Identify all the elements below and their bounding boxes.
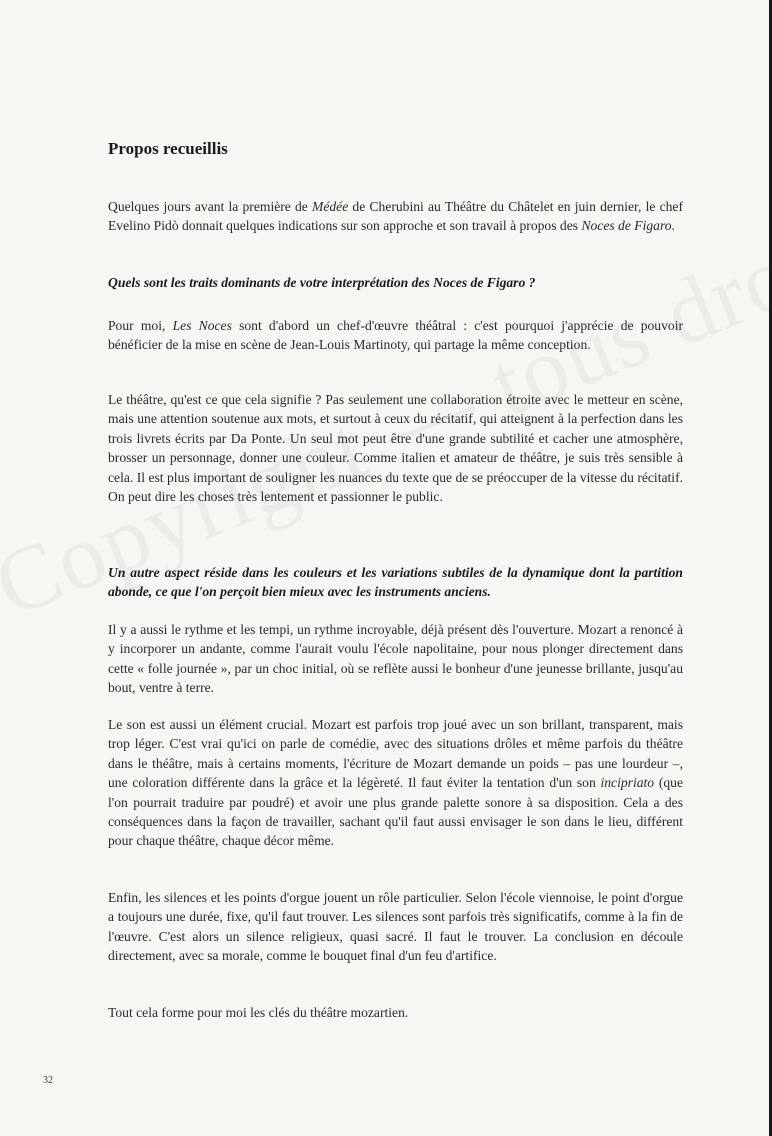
answer-1 — [108, 316, 683, 355]
intro-text-3: . — [671, 218, 675, 234]
intro-text-1: Quelques jours avant la première de — [108, 199, 313, 214]
answer-1-text-1: Pour moi, — [108, 318, 173, 333]
question-2: Un autre aspect réside dans les couleurs et les variations subtiles de la dynamique dont la partition abonde, ce que l'on perçoit bien mieux avec les instruments anciens. — [108, 565, 683, 600]
intro-title-medee: Médée — [312, 199, 349, 214]
answer-4-text-1: Le son est aussi un élément crucial. Mozart est parfois trop joué avec un son brillant, transparent, mais trop léger. C'est vrai qu'ici on parle de comédie, avec des situations drôles et même parfois du théâtre dans le théâtre, mais à certains moments, l'écriture de Mozart demande un poids – pas une lourdeur –, une coloration différente dans la grâce et la légèreté. Il faut éviter la tentation d'un son — [108, 717, 683, 791]
intro-paragraph — [108, 197, 683, 236]
question-1: Quels sont les traits dominants de votre interprétation des Noces de Figaro ? — [108, 275, 536, 290]
page-number: 32 — [43, 1075, 53, 1086]
intro-title-noces: Noces de Figaro — [581, 218, 672, 234]
conclusion: Tout cela forme pour moi les clés du théâtre mozartien. — [108, 1005, 409, 1020]
answer-1-text-2: sont d'abord un chef-d'œuvre théâtral : c'est pourquoi j'apprécie de pouvoir bénéficier de la mise en scène de Jean-Louis Martinoty, qui partage la même conception. — [108, 318, 684, 353]
answer-3: Il y a aussi le rythme et les tempi, un rythme incroyable, déjà présent dès l'ouverture. Mozart a renoncé à y incorporer un andante, comme l'aurait voulu l'école napolitaine, pour nous plonger directement dans cette « folle journée », par un choc initial, où se reflète aussi le bonheur d'une jeunesse brillante, jusqu'au bout, ventre à terre. — [108, 622, 683, 696]
answer-4-term: incipriato — [600, 775, 655, 791]
answer-5: Enfin, les silences et les points d'orgue jouent un rôle particulier. Selon l'école viennoise, le point d'orgue a toujours une durée, fixe, qu'il faut trouver. Les silences sont parfois très significatifs, comme à la fin de l'œuvre. C'est alors un silence religieux, quasi sacré. Il faut le trouver. La conclusion en découle directement, avec sa morale, comme le bouquet final d'un feu d'artifice. — [108, 890, 683, 964]
answer-4 — [108, 715, 683, 851]
page-title: Propos recueillis — [108, 139, 228, 158]
intro-text-2: de Cherubini au Théâtre du Châtelet en juin dernier, le chef Evelino Pidò donnait quelques indications sur son approche et son travail à propos des — [108, 199, 683, 234]
answer-2: Le théâtre, qu'est ce que cela signifie ? Pas seulement une collaboration étroite avec le metteur en scène, mais une attention soutenue aux mots, et surtout à ceux du récitatif, qui atteignent à la perfection dans les trois livrets écrits par Da Ponte. Un seul mot peut être d'une grande subtilité et cacher une atmosphère, brosser un personnage, donner une couleur. Comme italien et amateur de théâtre, je suis très sensible à cela. Il est plus important de souligner les nuances du texte que de se préoccuper de la vitesse du récitatif. On peut dire les choses très lentement et passionner le public. — [108, 392, 683, 505]
answer-1-title: Les Noces — [172, 318, 232, 333]
answer-4-text-2: (que l'on pourrait traduire par poudré) et avoir une plus grande palette sonore à sa disposition. Cela a des conséquences dans la façon de travailler, sachant qu'il faut aussi envisager le son dans le lieu, différent pour chaque théâtre, chaque décor même. — [108, 775, 683, 849]
